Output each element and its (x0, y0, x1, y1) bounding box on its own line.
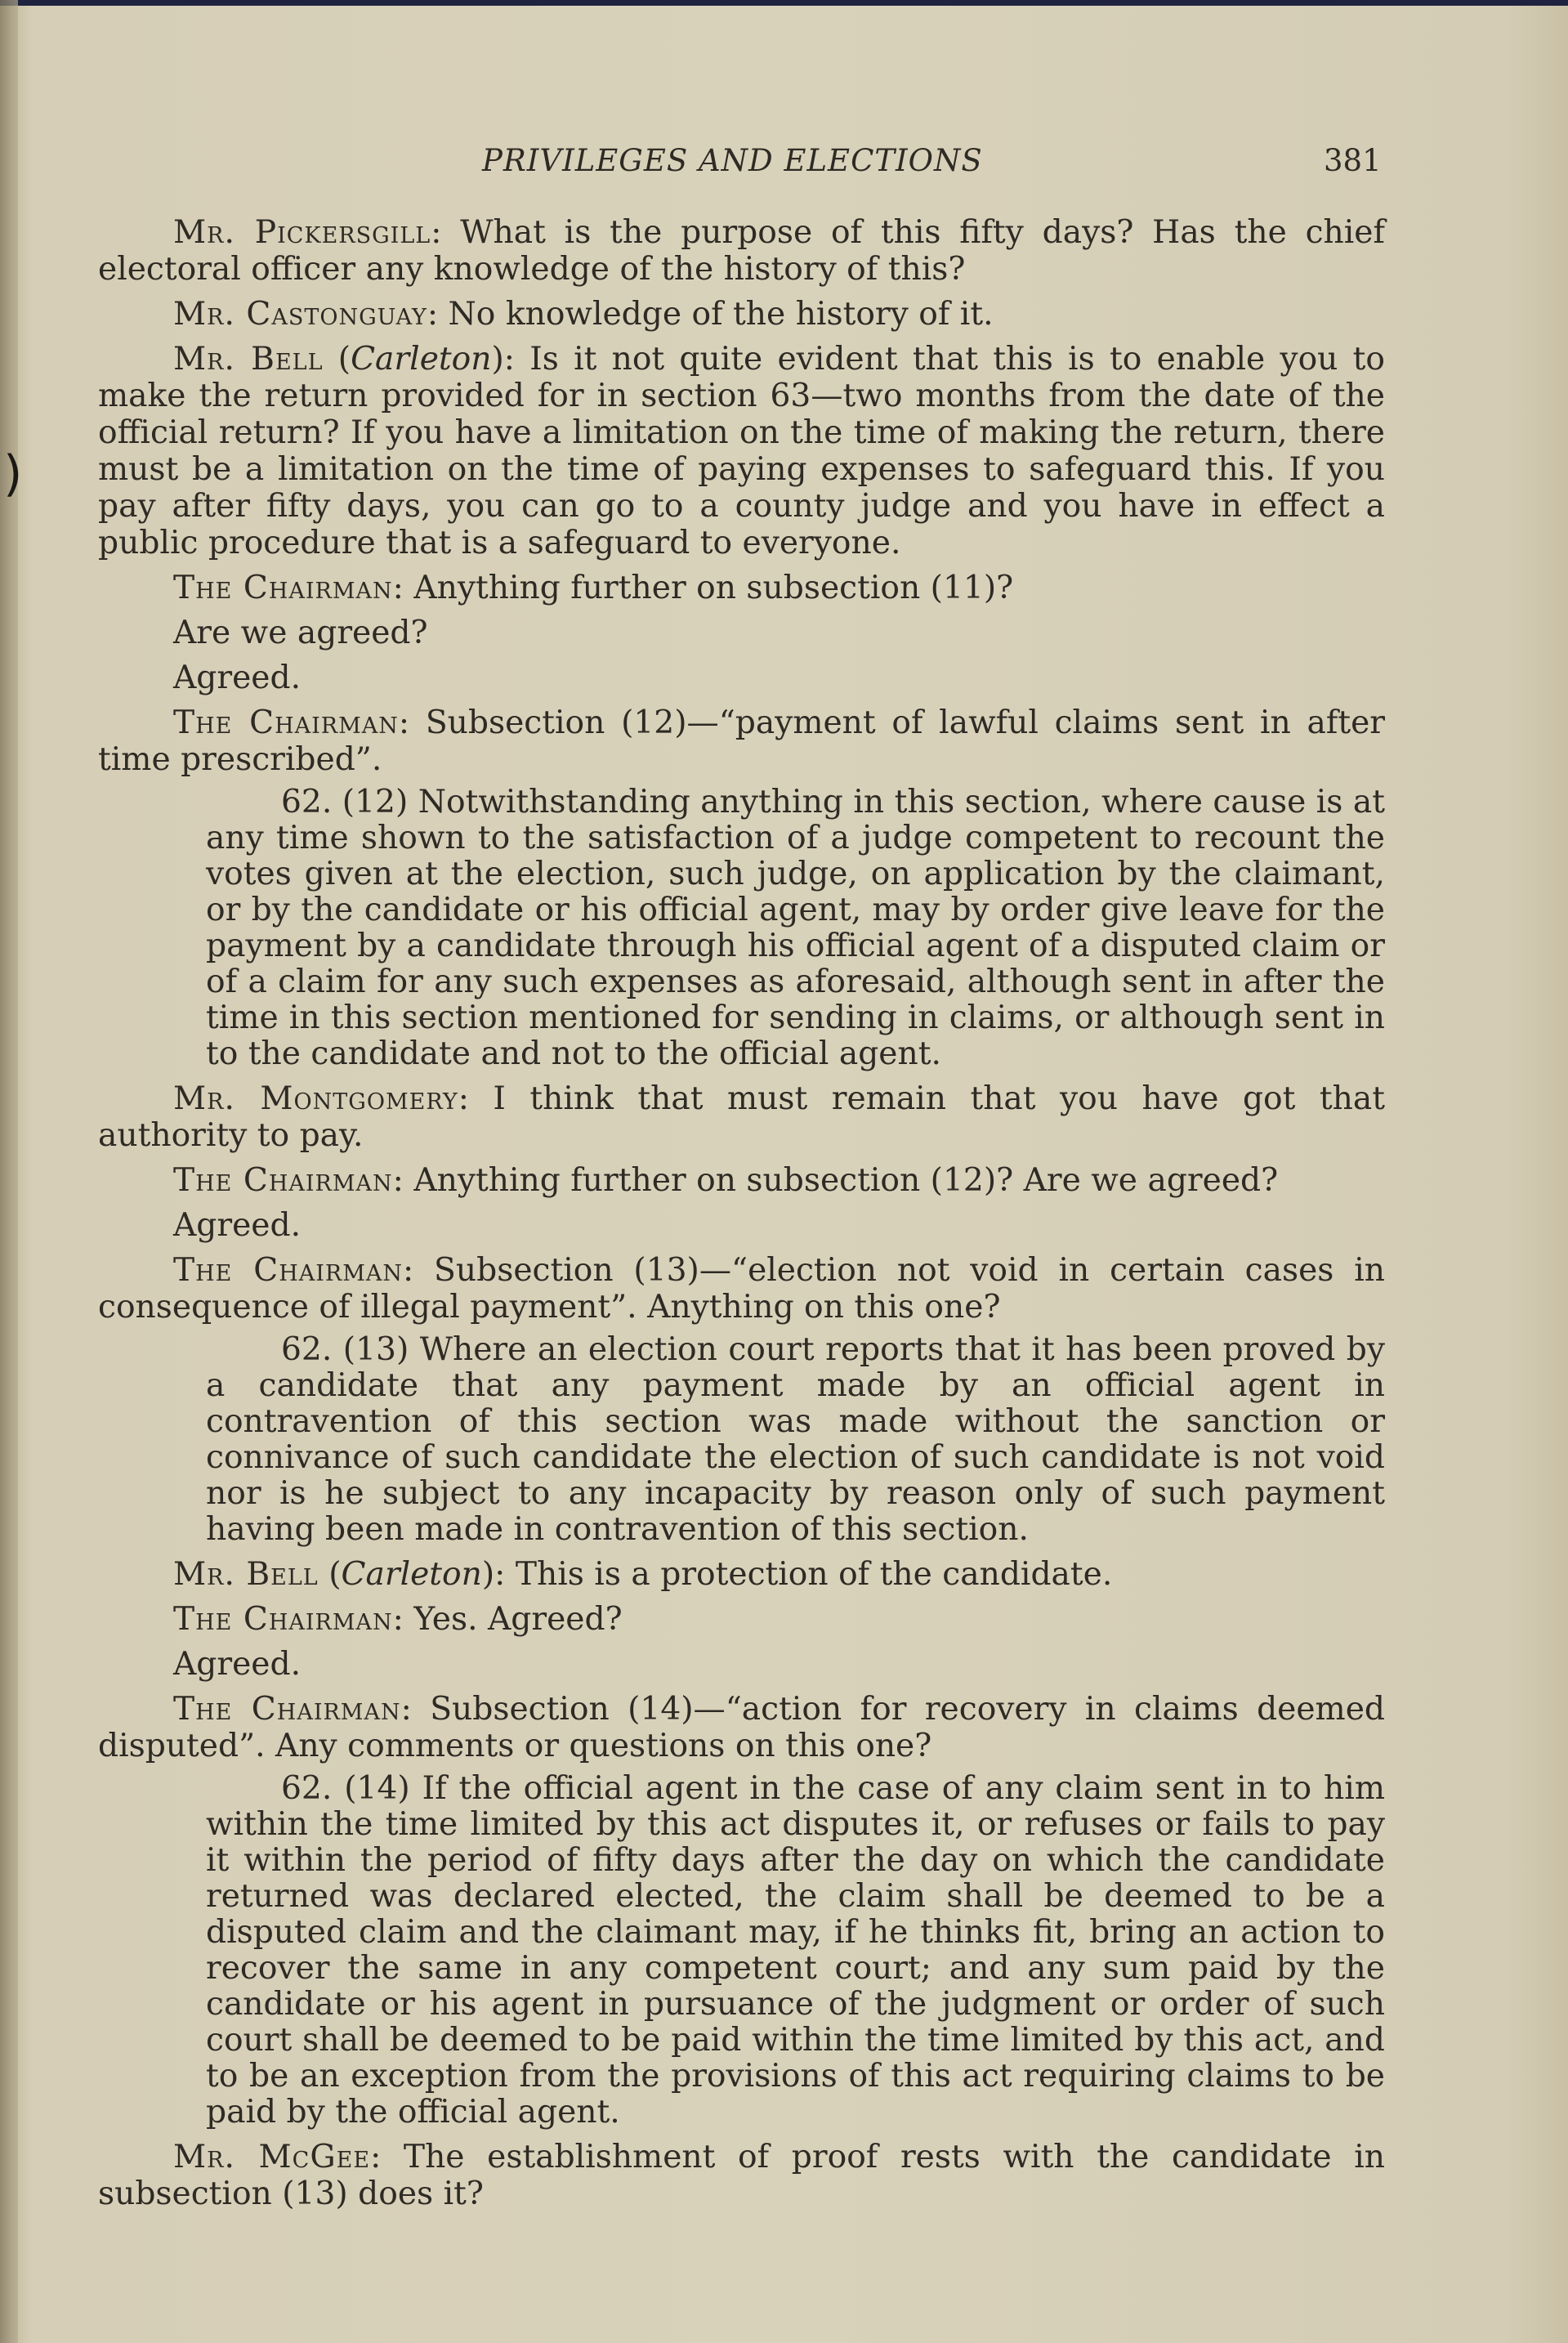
paragraph-text: Subsection (13)—“election not void in certain cases in consequence of illegal payment”. Anything on this one? (98, 1252, 1385, 1326)
speaker-name: The Chairman (173, 1162, 393, 1199)
paragraph-text: I think that must remain that you have got that authority to pay. (98, 1080, 1385, 1154)
page-number: 381 (1324, 143, 1382, 178)
speaker-name: The Chairman (173, 704, 399, 741)
paragraph (98, 1207, 1385, 1244)
speaker-name: Mr. Bell (173, 341, 324, 378)
paragraph: Mr. Bell (Carleton): This is a protection of the candidate. (173, 1556, 1113, 1593)
paragraph-text: Agreed. (173, 1207, 302, 1244)
paragraph: The Chairman: Subsection (13)—“election not void in certain cases in consequence of illegal payment”. Anything on this one? (98, 1252, 1385, 1326)
paragraph (98, 660, 1385, 696)
speaker-name: Mr. McGee (173, 2139, 371, 2175)
paragraph: The Chairman: Anything further on subsection (12)? Are we agreed? (173, 1162, 1279, 1199)
paragraph-text: This is a protection of the candidate. (505, 1556, 1113, 1593)
paragraph: The Chairman: Anything further on subsection (11)? (173, 570, 1014, 606)
speaker-name: Mr. Castonguay (173, 296, 427, 333)
paragraph-text: Yes. Agreed? (403, 1601, 623, 1638)
statute-quote: 62. (12) Notwithstanding anything in this section, where cause is at any time shown to the satisfaction of a judge competent to recount the votes given at the election, such judge, on application by the claimant, or by the candidate or his official agent, may by order give leave for the payment by a candidate through his official agent of a disputed claim or of a claim for any such expenses as aforesaid, although sent in after the time in this section mentioned for sending in claims, or although sent in to the candidate and not to the official agent. (206, 784, 1385, 1072)
speaker-name: Mr. Montgomery (173, 1080, 458, 1117)
page-body (98, 214, 1385, 2212)
speaker-constituency: Carleton (341, 1556, 482, 1593)
speaker-name: The Chairman (173, 1691, 401, 1728)
statute-quote: 62. (14) If the official agent in the case of any claim sent in to him within the time limited by this act disputes it, or refuses or fails to pay it within the period of fifty days after the day on which the candidate returned was declared elected, the claim shall be deemed to be a disputed claim and the claimant may, if he thinks fit, bring an action to recover the same in any competent court; and any sum paid by the candidate or his agent in pursuance of the judgment or order of such court shall be deemed to be paid within the time limited by this act, and to be an exception from the provisions of this act requiring claims to be paid by the official agent. (206, 1770, 1385, 2131)
paragraph-text: Are we agreed? (173, 615, 428, 651)
paragraph: The Chairman: Subsection (12)—“payment of lawful claims sent in after time prescribed”. (98, 704, 1385, 778)
paragraph: Mr. Castonguay: No knowledge of the history of it. (173, 296, 994, 333)
paragraph: Mr. Bell (Carleton): Is it not quite evident that this is to enable you to make the return provided for in section 63—two months from the date of the official return? If you have a limitation on the time of making the return, there must be a limitation on the time of paying expenses to safeguard this. If you pay after fifty days, you can go to a county judge and you have in effect a public procedure that is a safeguard to everyone. (98, 341, 1385, 561)
scan-top-edge (0, 0, 1568, 6)
paragraph-text: Subsection (12)—“payment of lawful claims sent in after time prescribed”. (98, 704, 1385, 778)
paragraph: Mr. Montgomery: I think that must remain that you have got that authority to pay. (98, 1080, 1385, 1154)
paragraph-text: Anything further on subsection (12)? Are we agreed? (403, 1162, 1279, 1199)
paragraph-text: Subsection (14)—“action for recovery in claims deemed disputed”. Any comments or questions on this one? (98, 1691, 1385, 1764)
paragraph (98, 1646, 1385, 1683)
speaker-name: The Chairman (173, 570, 393, 606)
paragraph-text: No knowledge of the history of it. (438, 296, 994, 333)
binding-shadow (0, 0, 18, 2343)
paragraph (98, 615, 1385, 651)
paragraph: The Chairman: Subsection (14)—“action for recovery in claims deemed disputed”. Any comments or questions on this one? (98, 1691, 1385, 1764)
paragraph-text: Anything further on subsection (11)? (403, 570, 1014, 606)
paragraph-text: The establishment of proof rests with the candidate in subsection (13) does it? (98, 2139, 1385, 2212)
speaker-name: Mr. Bell (173, 1556, 319, 1593)
paragraph-text: Agreed. (173, 1646, 302, 1683)
paragraph: Mr. McGee: The establishment of proof rests with the candidate in subsection (13) does it? (98, 2139, 1385, 2212)
margin-mark: ) (3, 445, 23, 503)
paragraph-text: What is the purpose of this fifty days? Has the chief electoral officer any knowledge of the history of this? (98, 214, 1385, 288)
paragraph: The Chairman: Yes. Agreed? (173, 1601, 623, 1638)
paragraph: Mr. Pickersgill: What is the purpose of this fifty days? Has the chief electoral officer any knowledge of the history of this? (98, 214, 1385, 288)
statute-quote: 62. (13) Where an election court reports that it has been proved by a candidate that any payment made by an official agent in contravention of this section was made without the sanction or connivance of such candidate the election of such candidate is not void nor is he subject to any incapacity by reason only of such payment having been made in contravention of this section. (206, 1331, 1385, 1548)
paragraph-text: Is it not quite evident that this is to enable you to make the return provided for in section 63—two months from the date of the official return? If you have a limitation on the time of making the return, there must be a limitation on the time of paying expenses to safeguard this. If you pay after fifty days, you can go to a county judge and you have in effect a public procedure that is a safeguard to everyone. (98, 341, 1385, 561)
speaker-name: The Chairman (173, 1601, 393, 1638)
speaker-constituency: Carleton (351, 341, 492, 378)
speaker-name: The Chairman (173, 1252, 404, 1289)
running-header: PRIVILEGES AND ELECTIONS (482, 143, 983, 178)
paragraph-text: Agreed. (173, 660, 302, 696)
speaker-name: Mr. Pickersgill (173, 214, 431, 251)
